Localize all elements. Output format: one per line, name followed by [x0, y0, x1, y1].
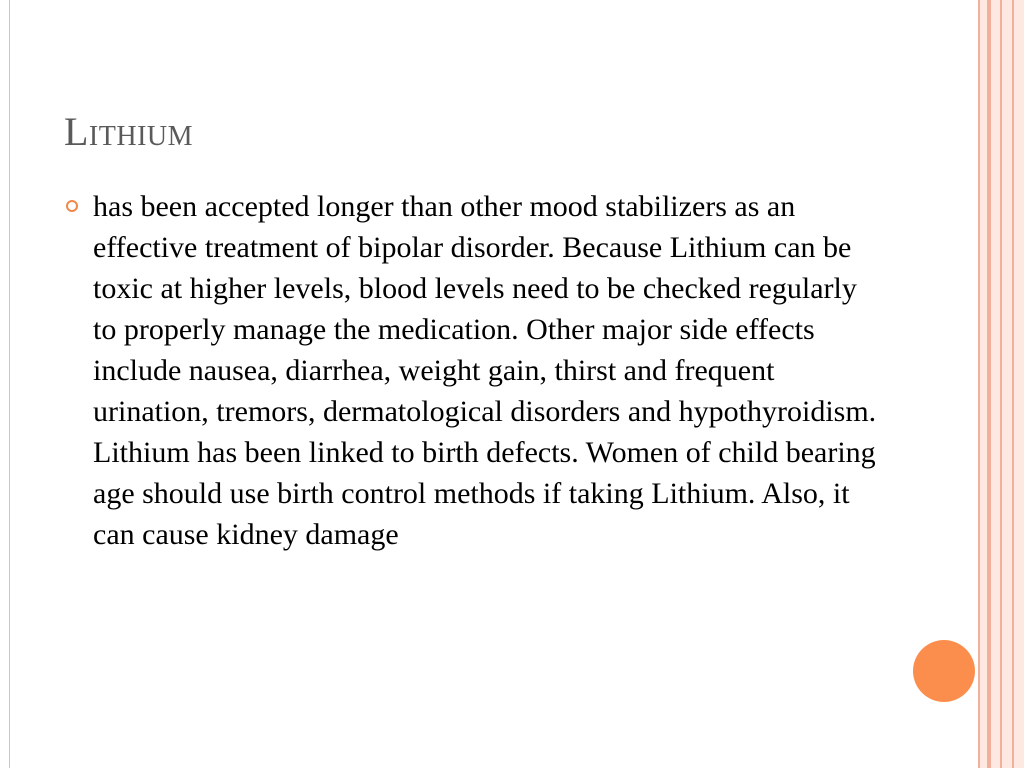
decorative-stripe [987, 0, 991, 768]
decorative-stripe [1012, 0, 1014, 768]
bullet-item [64, 186, 884, 555]
bullet-list [64, 186, 884, 555]
decorative-stripe [978, 0, 980, 768]
slide-title: Lithium [64, 109, 194, 154]
decorative-stripe [1000, 0, 1002, 768]
orange-circle-decoration [913, 640, 975, 702]
bullet-circle-icon [66, 200, 78, 212]
left-frame-line [0, 0, 10, 768]
bullet-text: has been accepted longer than other mood stabilizers as an effective treatment of bipolar disorder. Because Lithium can be toxic at higher levels, blood levels need to be checked regularly to properly manage the medication. Other major side effects include nausea, diarrhea, weight gain, thirst and frequent urination, tremors, dermatological disorders and hypothyroidism. Lithium has been linked to birth defects. Women of child bearing age should use birth control methods if taking Lithium. Also, it can cause kidney damage [93, 190, 877, 551]
